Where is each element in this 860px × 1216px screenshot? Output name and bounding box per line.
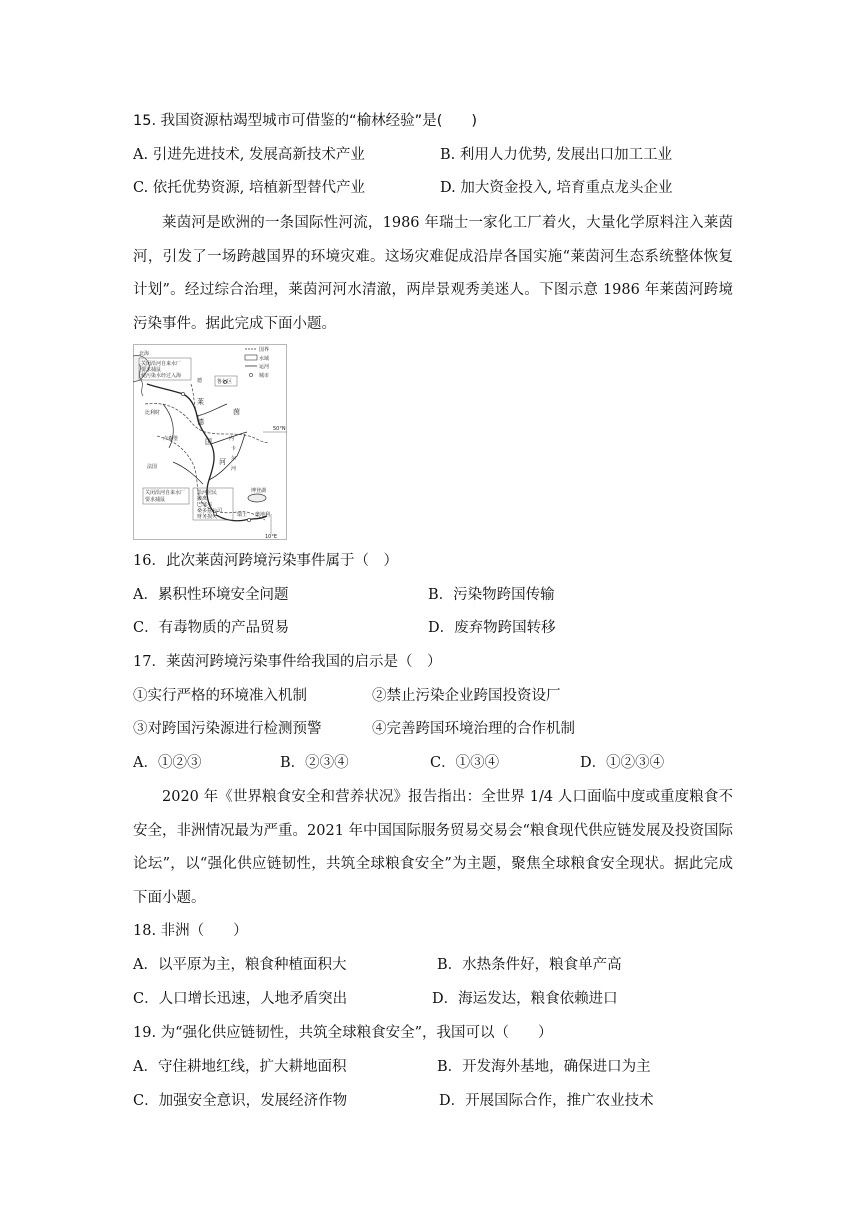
q16-option-a: A．累积性环境安全问题 [133,587,289,603]
q17-statement-1: ①实行严格的环境准入机制 [133,688,307,704]
map-label-basel5: 财务损失 [197,514,218,520]
map-label-north-sea: 北海 [139,351,150,357]
q15-option-b: B. 利用人力优势, 发展出口加工工业 [440,147,673,163]
q17-statement-3: ③对跨国污染源进行检测预警 [133,721,322,737]
food-security-intro-paragraph: 2020 年《世界粮食安全和营养状况》报告指出：全世界 1/4 人口面临中度或重度粮食不安全，非洲情况最为严重。2021 年中国国际服务贸易交易会“粮食现代供应链发展及投资国际论坛”，以“强化供应链韧性，共筑全球粮食安全”为主题，聚焦全球粮食安全现状。据此完成下面小题。 [133,789,733,906]
q17-statement-4: ④完善跨国环境治理的合作机制 [372,721,575,737]
map-label-lat: 50°N [273,426,286,432]
q15-option-c: C. 依托优势资源, 培植新型替代产业 [133,180,366,196]
map-label-fr-water: 关闭沿河自来水厂 [145,490,186,496]
map-label-austria: 奥地利 [255,512,271,518]
q15-option-d: D. 加大资金投入, 培育重点龙头企业 [440,180,673,196]
q17-option-a: A．①②③ [133,755,202,771]
legend-city-label: 城市 [259,373,270,379]
map-label-basel3: 巴塞尔 [197,502,213,508]
q18-stem: 18. 非洲（ ） [133,923,248,939]
map-label-basel2: 撤离 [197,496,208,502]
q16-option-b: B．污染物跨国传输 [428,587,555,603]
map-label-nl-water: 关闭沿河自来水厂 [141,361,182,367]
map-label-swiss: 瑞士 [237,512,248,518]
q15-stem: 15. 我国资源枯竭型城市可借鉴的“榆林经验”是( ) [133,113,478,129]
legend-border-label: 国界 [259,347,270,353]
q19-option-a: A．守住耕地红线，扩大耕地面积 [133,1059,347,1075]
map-label-rhine1: 莱 [197,398,204,406]
q18-option-b: B．水热条件好，粮食单产高 [437,957,622,973]
map-label-france: 法国 [147,464,158,470]
rhine-intro-paragraph: 莱茵河是欧洲的一条国际性河流，1986 年瑞士一家化工厂着火，大量化学原料注入莱茵河，引发了一场跨越国界的环境灾难。这场灾难促成沿岸各国实施“莱茵河生态系统整体恢复计划”。经过综合治理，莱茵河河水清澈，两岸景观秀美迷人。下图示意 1986 年莱茵河跨境污染事件。据此完成下面小题。 [133,215,733,332]
map-label-nl-water2: 要求捕鼠 [141,367,162,373]
map-legend [245,346,269,379]
q17-option-b: B．②③④ [280,755,349,771]
q15-option-a: A. 引进先进技术, 发展高新技术产业 [133,147,365,163]
legend-canal-label: 运河 [259,364,270,370]
q18-option-c: C．人口增长迅速，人地矛盾突出 [133,991,348,1007]
q16-option-c: C．有毒物质的产品贸易 [133,620,290,636]
q19-stem: 19. 为“强化供应链韧性，共筑全球粮食安全”，我国可以（ ） [133,1025,553,1041]
map-label-ruhr: 鲁尔区 [217,379,233,385]
map-label-rhine2: 茵 [233,408,240,416]
map-label-neckar1: 内 [229,436,235,442]
map-label-germany-de: 德 [197,418,204,426]
map-label-basel1: 沿河居民 [197,490,218,496]
q17-statement-2: ②禁止污染企业跨国投资设厂 [372,688,561,704]
map-label-germany-guo: 国 [205,438,212,446]
q19-option-b: B．开发海外基地，确保进口为主 [437,1059,651,1075]
map-label-fr-water2: 要求捕鼠 [145,497,166,503]
q19-option-c: C．加强安全意识，发展经济作物 [133,1093,348,1109]
map-label-lake: 博登湖 [251,488,267,494]
map-label-lux: 卢森堡 [163,436,179,442]
q16-option-d: D．废弃物跨国转移 [428,620,556,636]
map-label-rhine3: 河 [219,458,226,466]
q16-stem: 16．此次莱茵河跨境污染事件属于（ ） [133,553,398,569]
map-label-nl-water3: 使污染水经过入海 [141,373,182,379]
q18-option-d: D．海运发达，粮食依赖进口 [432,991,618,1007]
q17-stem: 17．莱茵河跨境污染事件给我国的启示是（ ） [133,654,442,670]
q19-option-d: D．开展国际合作，推广农业技术 [439,1093,654,1109]
rhine-pollution-map [133,344,299,540]
q18-option-a: A．以平原为主，粮食种植面积大 [133,957,347,973]
map-label-de1: 德 [197,378,203,384]
map-label-neckar4: 河 [231,466,237,472]
map-label-neckar3: 尔 [231,456,237,462]
q17-option-d: D．①②③④ [580,755,665,771]
map-label-belgium: 比利时 [145,410,161,416]
q17-option-c: C．①③④ [430,755,500,771]
legend-water-label: 水域 [259,356,270,362]
map-label-basel4: 桑多兹公司 [197,508,223,514]
map-label-lon: 10°E [265,534,278,540]
map-label-neckar2: 卡 [231,446,237,452]
